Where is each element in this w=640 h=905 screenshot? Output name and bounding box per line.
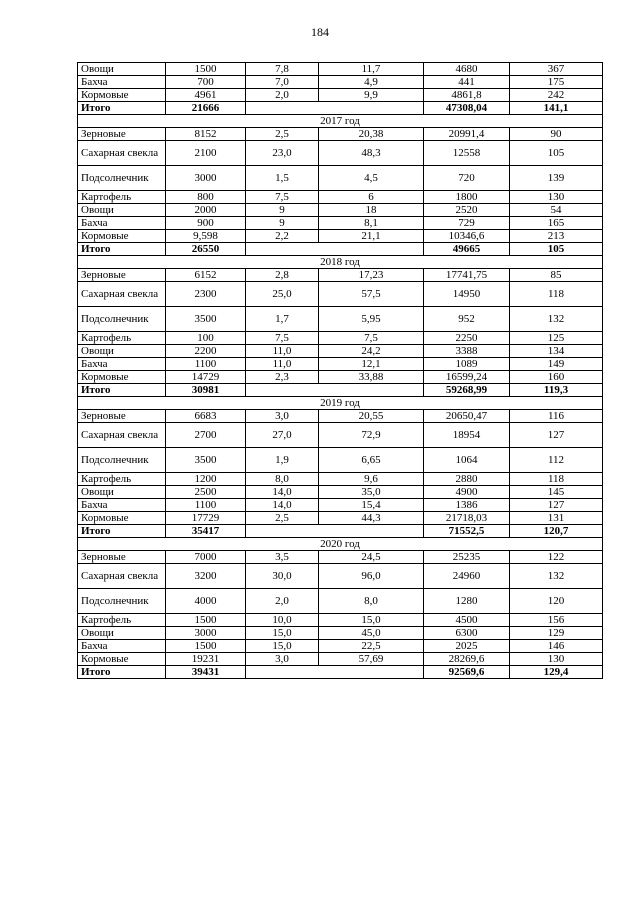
production-cell: 11,7 [319, 63, 424, 76]
index-cell: 242 [510, 89, 603, 102]
yield-cell: 9 [246, 204, 319, 217]
yield-cell: 7,5 [246, 332, 319, 345]
value-cell: 4680 [424, 63, 510, 76]
area-cell: 1500 [166, 640, 246, 653]
crop-name-cell: Кормовые [78, 512, 166, 525]
production-cell: 22,5 [319, 640, 424, 653]
total-value-cell: 71552,5 [424, 525, 510, 538]
value-cell: 2025 [424, 640, 510, 653]
crop-name-cell: Сахарная свекла [78, 423, 166, 448]
index-cell: 160 [510, 371, 603, 384]
table-row [78, 486, 603, 499]
production-cell: 33,88 [319, 371, 424, 384]
value-cell: 16599,24 [424, 371, 510, 384]
crop-name-cell: Картофель [78, 473, 166, 486]
area-cell: 900 [166, 217, 246, 230]
table-row [78, 512, 603, 525]
year-label: 2018 год [78, 256, 603, 269]
area-cell: 1100 [166, 499, 246, 512]
area-cell: 14729 [166, 371, 246, 384]
yield-cell: 1,5 [246, 166, 319, 191]
index-cell: 156 [510, 614, 603, 627]
value-cell: 2520 [424, 204, 510, 217]
page-number: 184 [311, 25, 329, 39]
value-cell: 2250 [424, 332, 510, 345]
table-row [78, 345, 603, 358]
crop-name-cell: Кормовые [78, 653, 166, 666]
table-row [78, 371, 603, 384]
value-cell: 25235 [424, 551, 510, 564]
index-cell: 139 [510, 166, 603, 191]
total-index-cell: 119,3 [510, 384, 603, 397]
area-cell: 2700 [166, 423, 246, 448]
total-row [78, 525, 603, 538]
table-row [78, 499, 603, 512]
table-row [78, 230, 603, 243]
total-blank-cell [246, 384, 424, 397]
value-cell: 4500 [424, 614, 510, 627]
value-cell: 12558 [424, 141, 510, 166]
yield-cell: 2,2 [246, 230, 319, 243]
table-row [78, 204, 603, 217]
value-cell: 3388 [424, 345, 510, 358]
yield-cell: 2,3 [246, 371, 319, 384]
yield-cell: 27,0 [246, 423, 319, 448]
production-cell: 12,1 [319, 358, 424, 371]
total-index-cell: 141,1 [510, 102, 603, 115]
production-cell: 9,6 [319, 473, 424, 486]
total-blank-cell [246, 243, 424, 256]
crop-name-cell: Кормовые [78, 230, 166, 243]
table-row [78, 141, 603, 166]
year-header-row [78, 397, 603, 410]
yield-cell: 3,0 [246, 410, 319, 423]
yield-cell: 14,0 [246, 499, 319, 512]
area-cell: 1100 [166, 358, 246, 371]
crop-table [77, 62, 603, 679]
table-row [78, 76, 603, 89]
value-cell: 4861,8 [424, 89, 510, 102]
production-cell: 21,1 [319, 230, 424, 243]
table-row [78, 358, 603, 371]
table-row [78, 589, 603, 614]
year-header-row [78, 256, 603, 269]
yield-cell: 14,0 [246, 486, 319, 499]
value-cell: 18954 [424, 423, 510, 448]
yield-cell: 7,8 [246, 63, 319, 76]
table-row [78, 191, 603, 204]
yield-cell: 2,5 [246, 512, 319, 525]
total-area-cell: 30981 [166, 384, 246, 397]
yield-cell: 7,0 [246, 76, 319, 89]
production-cell: 17,23 [319, 269, 424, 282]
yield-cell: 30,0 [246, 564, 319, 589]
index-cell: 132 [510, 307, 603, 332]
crop-name-cell: Овощи [78, 345, 166, 358]
crop-name-cell: Овощи [78, 627, 166, 640]
yield-cell: 9 [246, 217, 319, 230]
table-row [78, 473, 603, 486]
production-cell: 6 [319, 191, 424, 204]
yield-cell: 15,0 [246, 640, 319, 653]
crop-name-cell: Овощи [78, 486, 166, 499]
table-row [78, 89, 603, 102]
table-row [78, 614, 603, 627]
index-cell: 130 [510, 653, 603, 666]
area-cell: 6683 [166, 410, 246, 423]
total-blank-cell [246, 525, 424, 538]
crop-name-cell: Овощи [78, 63, 166, 76]
area-cell: 1500 [166, 63, 246, 76]
area-cell: 3000 [166, 166, 246, 191]
yield-cell: 23,0 [246, 141, 319, 166]
index-cell: 145 [510, 486, 603, 499]
index-cell: 118 [510, 473, 603, 486]
area-cell: 3500 [166, 307, 246, 332]
yield-cell: 1,9 [246, 448, 319, 473]
area-cell: 2300 [166, 282, 246, 307]
production-cell: 9,9 [319, 89, 424, 102]
index-cell: 146 [510, 640, 603, 653]
index-cell: 116 [510, 410, 603, 423]
yield-cell: 8,0 [246, 473, 319, 486]
index-cell: 129 [510, 627, 603, 640]
table-row [78, 410, 603, 423]
index-cell: 134 [510, 345, 603, 358]
production-cell: 48,3 [319, 141, 424, 166]
yield-cell: 25,0 [246, 282, 319, 307]
production-cell: 8,0 [319, 589, 424, 614]
value-cell: 17741,75 [424, 269, 510, 282]
production-cell: 20,38 [319, 128, 424, 141]
total-row [78, 666, 603, 679]
crop-name-cell: Бахча [78, 217, 166, 230]
yield-cell: 2,0 [246, 589, 319, 614]
year-header-row [78, 115, 603, 128]
area-cell: 2000 [166, 204, 246, 217]
yield-cell: 2,5 [246, 128, 319, 141]
area-cell: 9,598 [166, 230, 246, 243]
area-cell: 4961 [166, 89, 246, 102]
crop-name-cell: Подсолнечник [78, 166, 166, 191]
value-cell: 20991,4 [424, 128, 510, 141]
crop-name-cell: Подсолнечник [78, 307, 166, 332]
area-cell: 3000 [166, 627, 246, 640]
total-blank-cell [246, 102, 424, 115]
index-cell: 130 [510, 191, 603, 204]
value-cell: 1800 [424, 191, 510, 204]
value-cell: 24960 [424, 564, 510, 589]
yield-cell: 3,5 [246, 551, 319, 564]
production-cell: 4,5 [319, 166, 424, 191]
total-index-cell: 105 [510, 243, 603, 256]
crop-name-cell: Сахарная свекла [78, 282, 166, 307]
year-label: 2020 год [78, 538, 603, 551]
production-cell: 24,5 [319, 551, 424, 564]
production-cell: 45,0 [319, 627, 424, 640]
area-cell: 8152 [166, 128, 246, 141]
value-cell: 28269,6 [424, 653, 510, 666]
value-cell: 6300 [424, 627, 510, 640]
table-row [78, 448, 603, 473]
area-cell: 1200 [166, 473, 246, 486]
production-cell: 72,9 [319, 423, 424, 448]
production-cell: 15,0 [319, 614, 424, 627]
table-row [78, 551, 603, 564]
index-cell: 165 [510, 217, 603, 230]
index-cell: 122 [510, 551, 603, 564]
total-row [78, 102, 603, 115]
table-row [78, 166, 603, 191]
value-cell: 2880 [424, 473, 510, 486]
index-cell: 54 [510, 204, 603, 217]
index-cell: 105 [510, 141, 603, 166]
value-cell: 441 [424, 76, 510, 89]
total-index-cell: 120,7 [510, 525, 603, 538]
index-cell: 90 [510, 128, 603, 141]
index-cell: 175 [510, 76, 603, 89]
table-row [78, 653, 603, 666]
table-row [78, 128, 603, 141]
area-cell: 800 [166, 191, 246, 204]
index-cell: 127 [510, 423, 603, 448]
production-cell: 35,0 [319, 486, 424, 499]
index-cell: 120 [510, 589, 603, 614]
index-cell: 125 [510, 332, 603, 345]
production-cell: 6,65 [319, 448, 424, 473]
area-cell: 7000 [166, 551, 246, 564]
value-cell: 10346,6 [424, 230, 510, 243]
production-cell: 4,9 [319, 76, 424, 89]
production-cell: 15,4 [319, 499, 424, 512]
table-row [78, 269, 603, 282]
production-cell: 18 [319, 204, 424, 217]
area-cell: 4000 [166, 589, 246, 614]
total-area-cell: 21666 [166, 102, 246, 115]
total-area-cell: 26550 [166, 243, 246, 256]
production-cell: 5,95 [319, 307, 424, 332]
production-cell: 44,3 [319, 512, 424, 525]
crop-name-cell: Овощи [78, 204, 166, 217]
total-label: Итого [78, 384, 166, 397]
area-cell: 19231 [166, 653, 246, 666]
year-label: 2019 год [78, 397, 603, 410]
yield-cell: 3,0 [246, 653, 319, 666]
total-row [78, 384, 603, 397]
total-row [78, 243, 603, 256]
value-cell: 4900 [424, 486, 510, 499]
total-index-cell: 129,4 [510, 666, 603, 679]
index-cell: 149 [510, 358, 603, 371]
value-cell: 1280 [424, 589, 510, 614]
table-row [78, 282, 603, 307]
value-cell: 1064 [424, 448, 510, 473]
crop-name-cell: Кормовые [78, 371, 166, 384]
table-body [78, 63, 603, 679]
year-header-row [78, 538, 603, 551]
total-value-cell: 47308,04 [424, 102, 510, 115]
yield-cell: 11,0 [246, 345, 319, 358]
index-cell: 85 [510, 269, 603, 282]
area-cell: 2100 [166, 141, 246, 166]
value-cell: 14950 [424, 282, 510, 307]
area-cell: 17729 [166, 512, 246, 525]
index-cell: 127 [510, 499, 603, 512]
total-value-cell: 49665 [424, 243, 510, 256]
area-cell: 2500 [166, 486, 246, 499]
crop-name-cell: Зерновые [78, 269, 166, 282]
production-cell: 96,0 [319, 564, 424, 589]
crop-name-cell: Картофель [78, 614, 166, 627]
value-cell: 729 [424, 217, 510, 230]
yield-cell: 10,0 [246, 614, 319, 627]
table-row [78, 627, 603, 640]
value-cell: 952 [424, 307, 510, 332]
crop-name-cell: Бахча [78, 499, 166, 512]
total-value-cell: 92569,6 [424, 666, 510, 679]
area-cell: 1500 [166, 614, 246, 627]
table-row [78, 63, 603, 76]
crop-name-cell: Подсолнечник [78, 448, 166, 473]
total-label: Итого [78, 243, 166, 256]
production-cell: 7,5 [319, 332, 424, 345]
crop-name-cell: Картофель [78, 191, 166, 204]
value-cell: 1089 [424, 358, 510, 371]
value-cell: 20650,47 [424, 410, 510, 423]
index-cell: 213 [510, 230, 603, 243]
crop-name-cell: Картофель [78, 332, 166, 345]
area-cell: 700 [166, 76, 246, 89]
year-label: 2017 год [78, 115, 603, 128]
total-value-cell: 59268,99 [424, 384, 510, 397]
area-cell: 6152 [166, 269, 246, 282]
value-cell: 1386 [424, 499, 510, 512]
production-cell: 57,5 [319, 282, 424, 307]
index-cell: 131 [510, 512, 603, 525]
table-row [78, 640, 603, 653]
value-cell: 720 [424, 166, 510, 191]
production-cell: 8,1 [319, 217, 424, 230]
yield-cell: 2,0 [246, 89, 319, 102]
table-row [78, 307, 603, 332]
table-row [78, 332, 603, 345]
yield-cell: 7,5 [246, 191, 319, 204]
index-cell: 118 [510, 282, 603, 307]
value-cell: 21718,03 [424, 512, 510, 525]
crop-name-cell: Подсолнечник [78, 589, 166, 614]
table-row [78, 564, 603, 589]
total-label: Итого [78, 666, 166, 679]
table-row [78, 217, 603, 230]
total-area-cell: 39431 [166, 666, 246, 679]
crop-name-cell: Зерновые [78, 551, 166, 564]
area-cell: 100 [166, 332, 246, 345]
crop-name-cell: Бахча [78, 640, 166, 653]
yield-cell: 15,0 [246, 627, 319, 640]
crop-name-cell: Кормовые [78, 89, 166, 102]
crop-name-cell: Зерновые [78, 128, 166, 141]
crop-name-cell: Бахча [78, 358, 166, 371]
area-cell: 3200 [166, 564, 246, 589]
crop-name-cell: Сахарная свекла [78, 141, 166, 166]
total-blank-cell [246, 666, 424, 679]
index-cell: 367 [510, 63, 603, 76]
yield-cell: 11,0 [246, 358, 319, 371]
total-area-cell: 35417 [166, 525, 246, 538]
table-row [78, 423, 603, 448]
crop-name-cell: Сахарная свекла [78, 564, 166, 589]
area-cell: 3500 [166, 448, 246, 473]
production-cell: 24,2 [319, 345, 424, 358]
yield-cell: 2,8 [246, 269, 319, 282]
production-cell: 57,69 [319, 653, 424, 666]
crop-name-cell: Зерновые [78, 410, 166, 423]
crop-name-cell: Бахча [78, 76, 166, 89]
total-label: Итого [78, 525, 166, 538]
index-cell: 132 [510, 564, 603, 589]
area-cell: 2200 [166, 345, 246, 358]
production-cell: 20,55 [319, 410, 424, 423]
total-label: Итого [78, 102, 166, 115]
index-cell: 112 [510, 448, 603, 473]
yield-cell: 1,7 [246, 307, 319, 332]
